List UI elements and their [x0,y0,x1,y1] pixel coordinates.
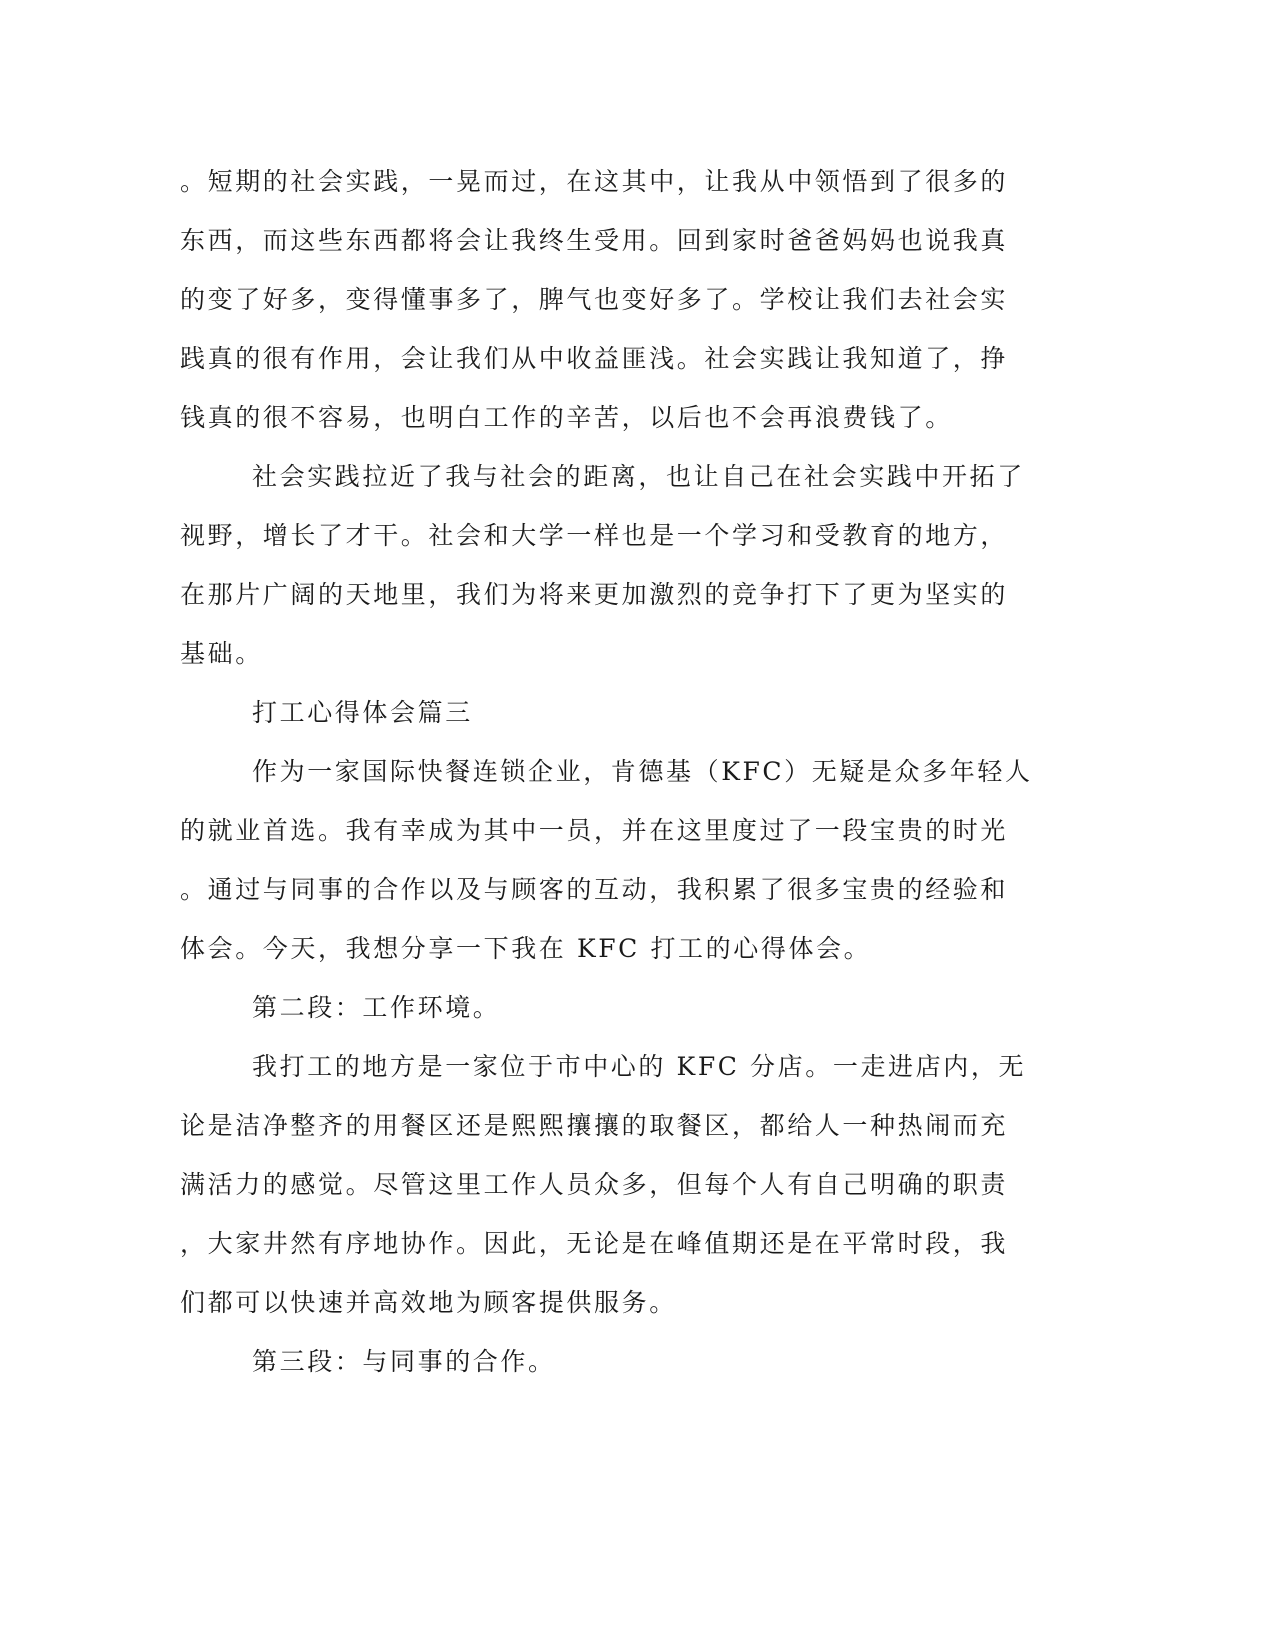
text-line: 钱真的很不容易，也明白工作的辛苦，以后也不会再浪费钱了。 [180,403,953,432]
document-body [180,152,1033,1391]
section-heading: 第二段：工作环境。 [252,993,501,1022]
paragraph-start-line: 社会实践拉近了我与社会的距离，也让自己在社会实践中开拓了 [252,462,1025,491]
text-line: 满活力的感觉。尽管这里工作人员众多，但每个人有自己明确的职责 [180,1170,1009,1199]
text-line: 视野，增长了才干。社会和大学一样也是一个学习和受教育的地方， [180,521,1009,550]
text-line: 。短期的社会实践，一晃而过，在这其中，让我从中领悟到了很多的 [180,167,1009,196]
text-line: 在那片广阔的天地里，我们为将来更加激烈的竞争打下了更为坚实的 [180,580,1009,609]
section-heading: 打工心得体会篇三 [252,698,473,727]
paragraph-start-line: 我打工的地方是一家位于市中心的 KFC 分店。一走进店内，无 [252,1052,1027,1081]
text-line: 体会。今天，我想分享一下我在 KFC 打工的心得体会。 [180,934,872,963]
section-heading: 第三段：与同事的合作。 [252,1347,556,1376]
text-line: 们都可以快速并高效地为顾客提供服务。 [180,1288,677,1317]
text-line: 践真的很有作用，会让我们从中收益匪浅。社会实践让我知道了，挣 [180,344,1009,373]
paragraph-start-line: 作为一家国际快餐连锁企业，肯德基（KFC）无疑是众多年轻人 [252,757,1033,786]
text-line: ，大家井然有序地协作。因此，无论是在峰值期还是在平常时段，我 [180,1229,1009,1258]
text-line: 论是洁净整齐的用餐区还是熙熙攘攘的取餐区，都给人一种热闹而充 [180,1111,1009,1140]
text-line: 的就业首选。我有幸成为其中一员，并在这里度过了一段宝贵的时光 [180,816,1009,845]
text-line: 基础。 [180,639,263,668]
text-line: 的变了好多，变得懂事多了，脾气也变好多了。学校让我们去社会实 [180,285,1009,314]
text-line: 。通过与同事的合作以及与顾客的互动，我积累了很多宝贵的经验和 [180,875,1009,904]
text-line: 东西，而这些东西都将会让我终生受用。回到家时爸爸妈妈也说我真 [180,226,1009,255]
